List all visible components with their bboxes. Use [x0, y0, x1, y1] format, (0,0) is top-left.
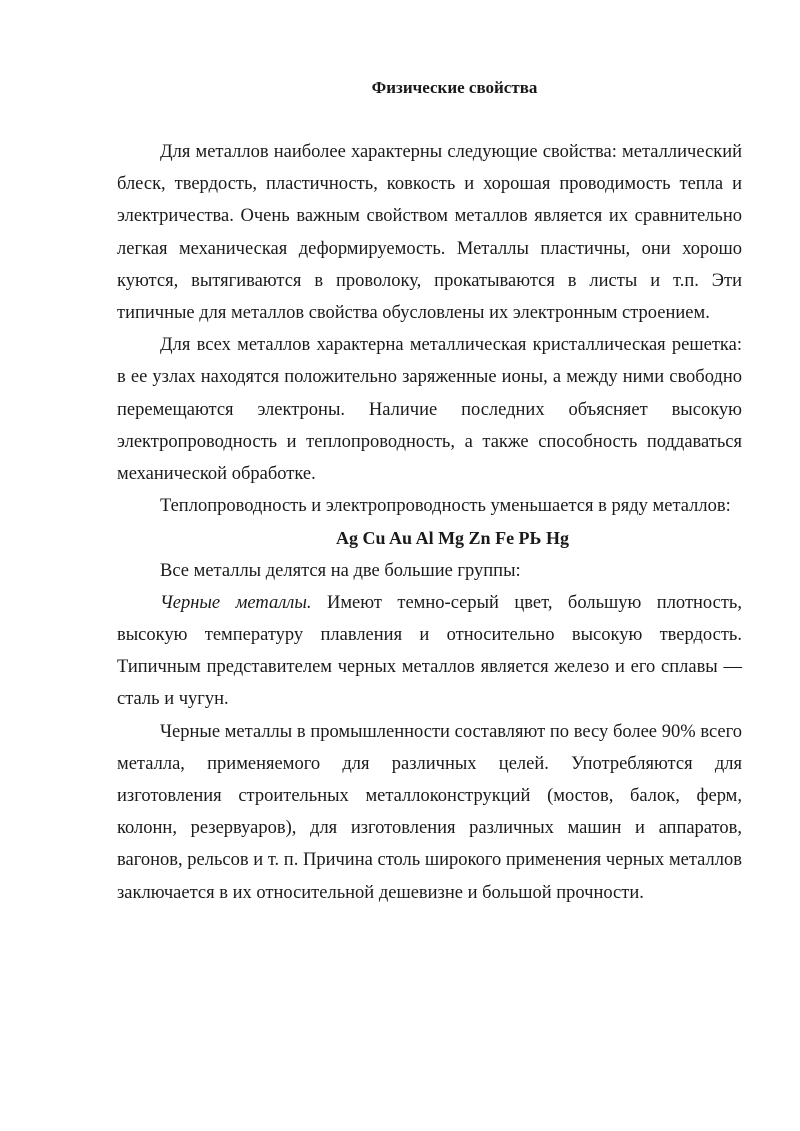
metal-series: Ag Cu Au Al Mg Zn Fe PЬ Hg — [336, 528, 569, 549]
paragraph-conductivity: Теплопроводность и электропроводность уменьшается в ряду металлов: — [160, 496, 731, 517]
paragraph-groups: Все металлы делятся на две большие группы: — [160, 560, 521, 581]
ferrous-metals-term: Черные металлы. — [160, 592, 312, 613]
ferrous-metals-description: Имеют темно-серый цвет, большую плотность, высокую температуру плавления и относительно высокую твердость. Типичным представителем черных металлов является железо и его сплавы — сталь и чугун. — [117, 592, 742, 710]
paragraph-ferrous-usage: Черные металлы в промышленности составляют по весу более 90% всего металла, применяемого для различных целей. Употребляются для изготовления строительных металлоконструкций (мостов, балок, ферм, колонн, резервуаров), для изготовления различных машин и аппаратов, вагонов, рельсов и т. п. Причина столь широкого применения черных металлов заключается в их относительной дешевизне и большой прочности. — [117, 721, 742, 903]
page-title: Физические свойства — [371, 78, 538, 97]
paragraph-ferrous-metals — [117, 587, 742, 716]
paragraph-properties: Для металлов наиболее характерны следующие свойства: металлический блеск, твердость, пластичность, ковкость и хорошая проводимость тепла и электричества. Очень важным свойством металлов является их сравнительно легкая механическая деформируемость. Металлы пластичны, они хорошо куются, вытягиваются в проволоку, прокатываются в листы и т.п. Эти типичные для металлов свойства обусловлены их электронным строением. — [117, 142, 742, 324]
paragraph-crystal-lattice: Для всех металлов характерна металлическая кристаллическая решетка: в ее узлах находятся положительно заряженные ионы, а между ними свободно перемещаются электроны. Наличие последних объясняет высокую электропроводность и теплопроводность, а также способность поддаваться механической обработке. — [117, 335, 742, 485]
document-page — [117, 72, 742, 909]
